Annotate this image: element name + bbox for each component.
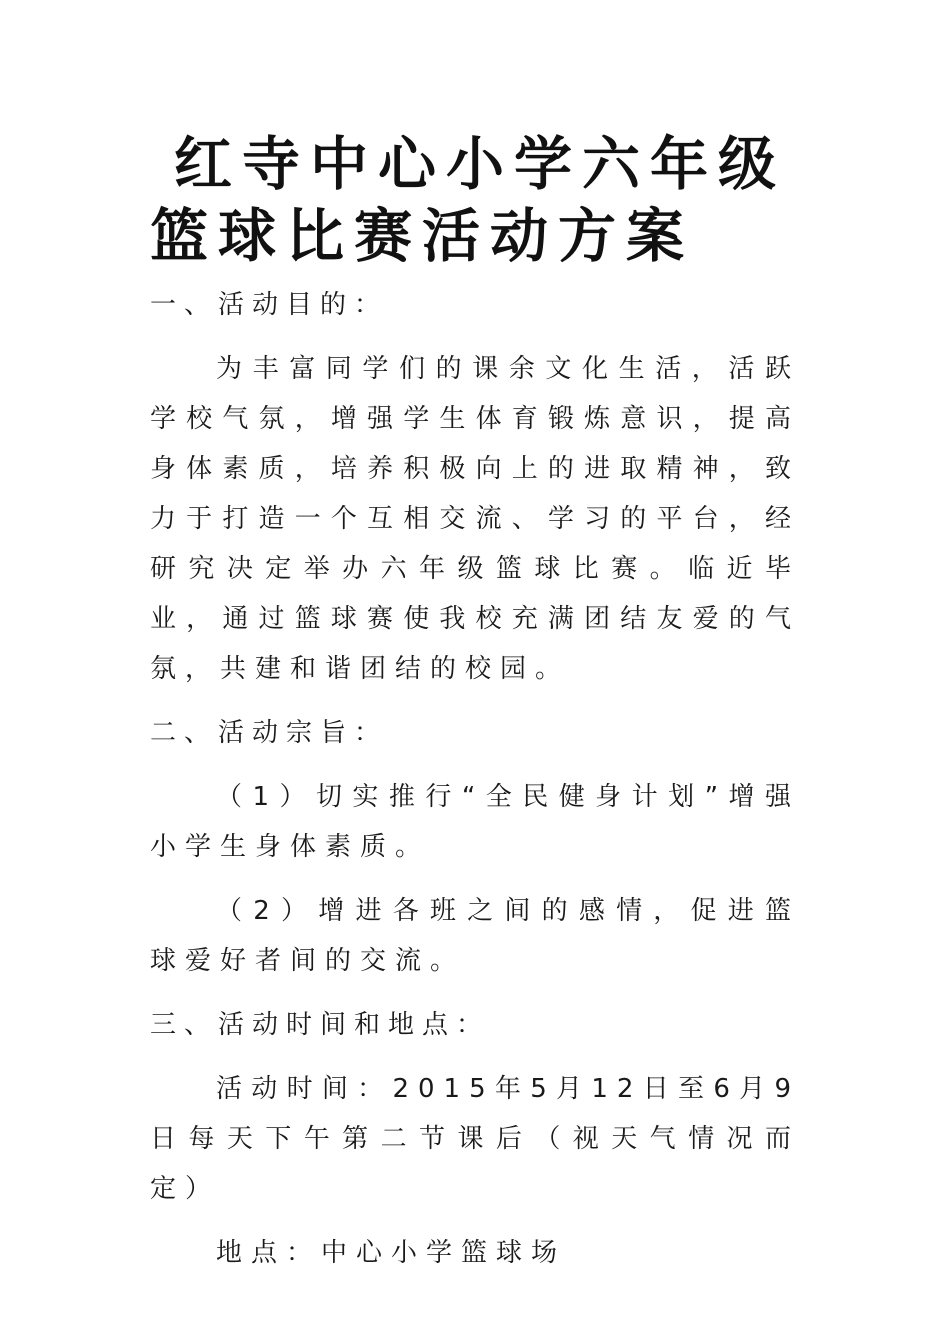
paragraph-time: 活动时间：2015年5月12日至6月9日每天下午第二节课后（视天气情况而定） <box>150 1074 800 1204</box>
document-page <box>150 128 800 1278</box>
paragraph-aim-2: （2）增进各班之间的感情，促进篮球爱好者间的交流。 <box>150 896 800 976</box>
section-heading-time-place: 三、活动时间和地点： <box>150 1010 491 1040</box>
paragraph-aim-1: （1）切实推行“全民健身计划”增强小学生身体素质。 <box>150 782 800 862</box>
document-title <box>150 128 800 272</box>
section-heading-purpose: 一、活动目的： <box>150 290 389 320</box>
section-time-place <box>150 1000 800 1278</box>
paragraph-purpose: 为丰富同学们的课余文化生活，活跃学校气氛，增强学生体育锻炼意识，提高身体素质，培养积极向上的进取精神，致力于打造一个互相交流、学习的平台，经研究决定举办六年级篮球比赛。临近毕业，通过篮球赛使我校充满团结友爱的气氛，共建和谐团结的校园。 <box>150 354 800 684</box>
section-heading-aims: 二、活动宗旨： <box>150 718 389 748</box>
title-line-2: 篮球比赛活动方案 <box>150 202 695 270</box>
title-line-1: 红寺中心小学六年级 <box>174 130 787 198</box>
section-purpose <box>150 280 800 694</box>
paragraph-place: 地点：中心小学篮球场 <box>216 1238 567 1268</box>
section-aims <box>150 708 800 986</box>
